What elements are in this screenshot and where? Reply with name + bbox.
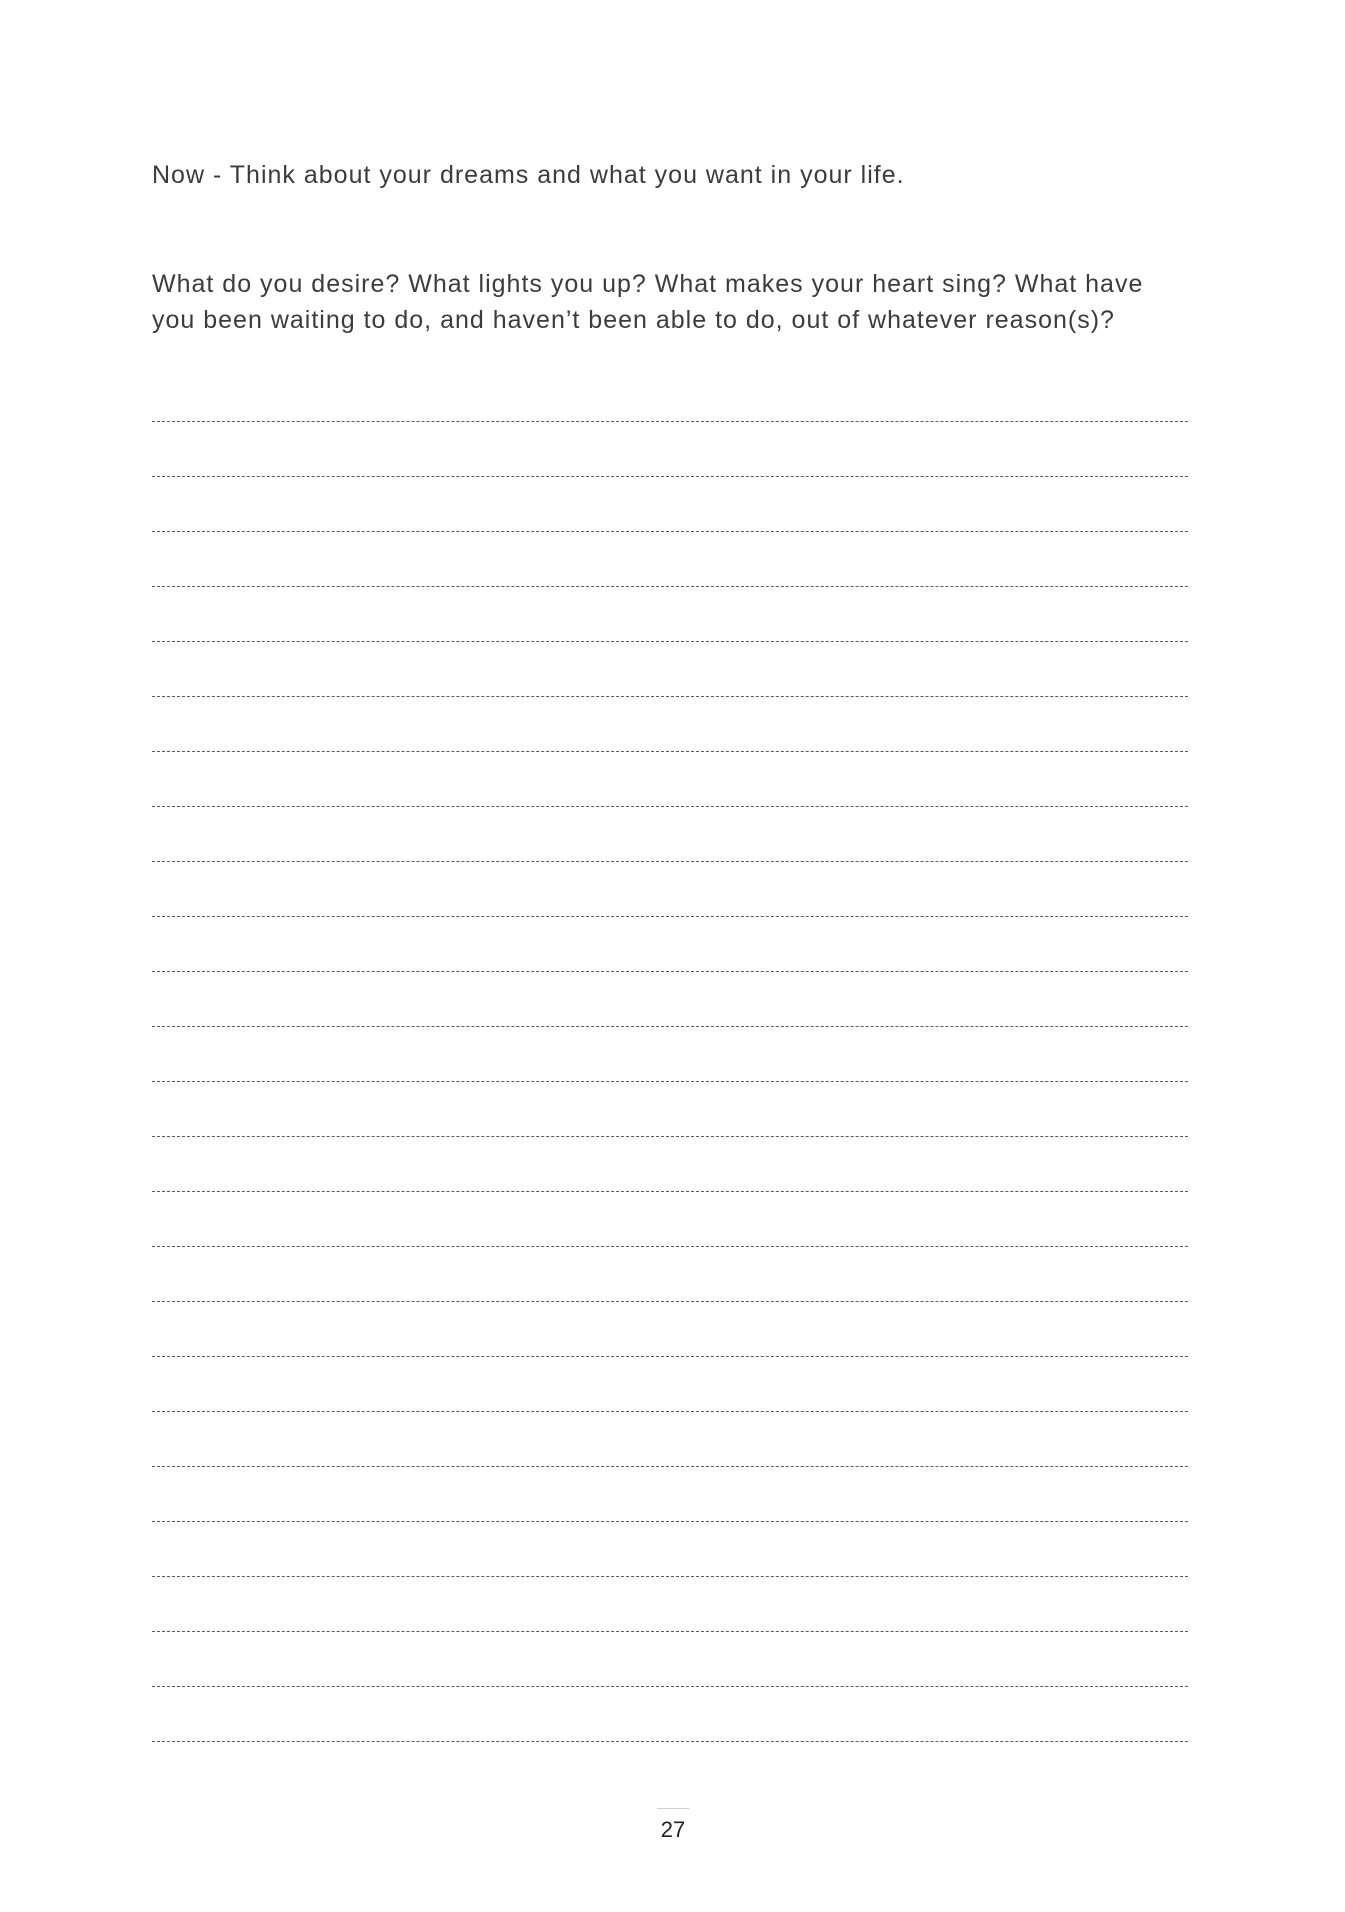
answer-line	[152, 1467, 1188, 1522]
answer-line	[152, 1412, 1188, 1467]
answer-line	[152, 1082, 1188, 1137]
answer-line	[152, 1577, 1188, 1632]
answer-line	[152, 1027, 1188, 1082]
answer-line	[152, 972, 1188, 1027]
answer-line	[152, 1632, 1188, 1687]
answer-line	[152, 642, 1188, 697]
question-text: What do you desire? What lights you up? What makes your heart sing? What have you been waiting to do, and haven’t been able to do, out of whatever reason(s)?	[152, 270, 1144, 334]
answer-line	[152, 862, 1188, 917]
answer-line	[152, 1247, 1188, 1302]
answer-line	[152, 422, 1188, 477]
answer-line	[152, 807, 1188, 862]
answer-line	[152, 587, 1188, 642]
answer-line	[152, 1137, 1188, 1192]
answer-line	[152, 1302, 1188, 1357]
answer-line	[152, 1687, 1188, 1742]
answer-line	[152, 1357, 1188, 1412]
answer-lines	[152, 418, 1188, 1742]
footer-rule	[657, 1808, 689, 1809]
answer-line	[152, 752, 1188, 807]
answer-line	[152, 477, 1188, 532]
answer-line	[152, 1192, 1188, 1247]
answer-line	[152, 697, 1188, 752]
page-number: 27	[660, 1817, 686, 1842]
answer-line	[152, 532, 1188, 587]
answer-line	[152, 1522, 1188, 1577]
intro-text: Now - Think about your dreams and what you want in your life.	[152, 161, 905, 189]
answer-line	[152, 917, 1188, 972]
